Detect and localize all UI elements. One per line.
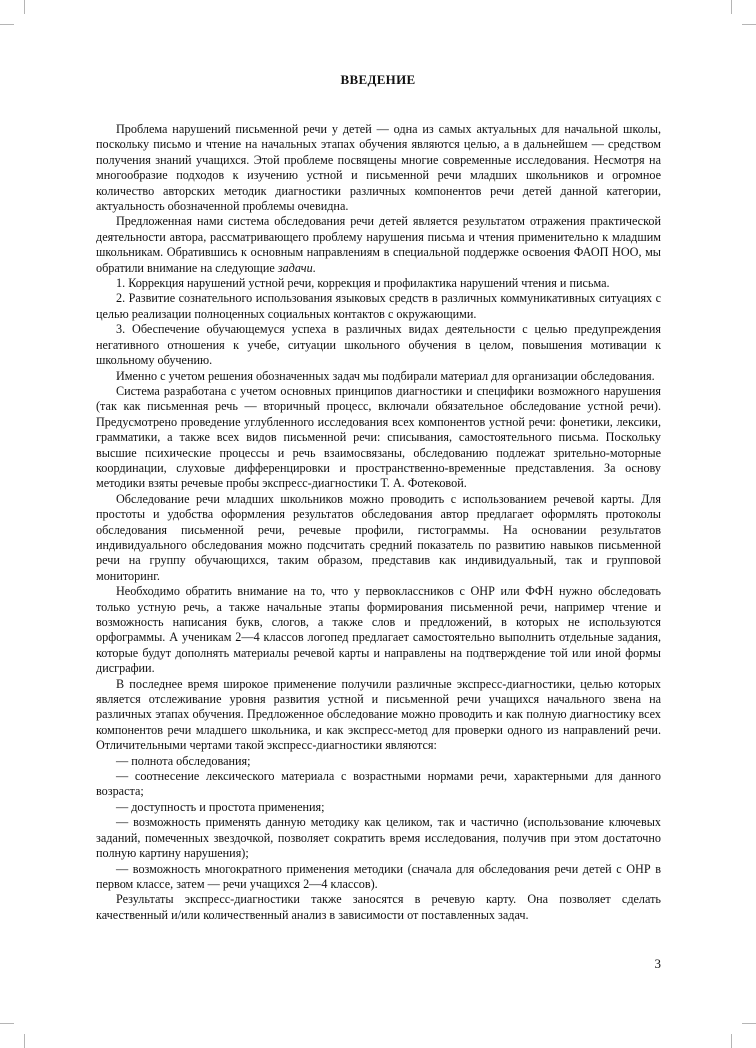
paragraph-system — [96, 214, 661, 276]
list-item-repeated-use: — возможность многократного применения методики (сначала для обследования речи детей с ОНР в первом классе, затем — речи учащихся 2—4 классов). — [96, 861, 661, 891]
paragraph-material: Именно с учетом решения обозначенных задач мы подбирали материал для организации обследования. — [116, 368, 655, 383]
list-item-completeness: — полнота обследования; — [116, 753, 251, 768]
paragraph-system-text: Предложенная нами система обследования речи детей является результатом отражения практической деятельности автора, рассматривающего проблему нарушения письма и чтения применительно к младшим школьникам. Обратившись к основным направлениям в специальной поддержке освоения ФАОП НОО, мы обратили внимание на следующие — [96, 214, 661, 275]
paragraph-principles: Система разработана с учетом основных принципов диагностики и специфики возможного нарушения (так как письменная речь — вторичный процесс, включали обязательное обследование устной речи). Предусмотрено проведение углубленного исследования всех компонентов устной речи: фонетики, лексики, грамматики, а также всех видов письменной речи: списывания, самостоятельного письма. Поскольку высшие психические процессы и речь взаимосвязаны, обследованию подлежат зрительно-моторные координации, слуховые дифференцировки и пространственно-временные представления. За основу методики взяты речевые пробы экспресс-диагностики Т. А. Фотековой. — [96, 383, 661, 491]
crop-mark-top-left-v — [24, 0, 25, 14]
list-item-accessibility: — доступность и простота применения; — [116, 799, 325, 814]
crop-mark-top-right-v — [731, 0, 732, 14]
italic-tasks-word: задачи — [277, 260, 313, 275]
list-item-partial-use: — возможность применять данную методику как целиком, так и частично (использование ключевых заданий, помеченных звездочкой, позволяет сократить время исследования, получив при этом достаточно полную картину нарушения); — [96, 815, 661, 861]
crop-mark-bottom-left-v — [24, 1034, 25, 1048]
task-item-1: 1. Коррекция нарушений устной речи, коррекция и профилактика нарушений чтения и письма. — [116, 276, 610, 291]
crop-mark-top-right-h — [742, 24, 756, 25]
list-item-lexical: — соотнесение лексического материала с возрастными нормами речи, характерными для данного возраста; — [96, 769, 661, 799]
page-number: 3 — [654, 956, 661, 971]
paragraph-first-graders: Необходимо обратить внимание на то, что у первоклассников с ОНР или ФФН нужно обследовать только устную речь, а также начальные этапы формирования письменной речи, например чтение и возможность написания букв, слогов, а также слов и предложений, в которых не используются орфограммы. А ученикам 2—4 классов логопед предлагает самостоятельно выполнить отдельные задания, которые будут дополнять материалы речевой карты и направлены на подтверждение той или иной формы дисграфии. — [96, 584, 661, 676]
crop-mark-bottom-right-v — [731, 1034, 732, 1048]
crop-mark-bottom-left-h — [0, 1023, 14, 1024]
crop-mark-top-left-h — [0, 24, 14, 25]
task-item-2: 2. Развитие сознательного использования языковых средств в различных коммуникативных ситуациях с целью реализации полноценных социальных контактов с окружающими. — [96, 291, 661, 321]
period: . — [312, 260, 316, 275]
body-text — [96, 122, 661, 923]
paragraph-speech-card: Обследование речи младших школьников можно проводить с использованием речевой карты. Для простоты и удобства оформления результатов обследования автор предлагает оформлять протоколы обследования письменной речи, речевые профили, гистограммы. На основании результатов индивидуального обследования можно подсчитать средний показатель по развитию навыков письменной речи на группу обучающихся, таким образом, представив как индивидуальный, так и групповой мониторинг. — [96, 491, 661, 583]
page-title: ВВЕДЕНИЕ — [340, 72, 416, 87]
paragraph-results: Результаты экспресс-диагностики также заносятся в речевую карту. Она позволяет сделать качественный и/или количественный анализ в зависимости от поставленных задач. — [96, 892, 661, 922]
paragraph-intro: Проблема нарушений письменной речи у детей — одна из самых актуальных для начальной школы, поскольку письмо и чтение на начальных этапах обучения являются целью, а в дальнейшем — средством получения знаний учащихся. Этой проблеме посвящены многие современные исследования. Несмотря на многообразие подходов к изучению устной и письменной речи младших школьников и огромное количество авторских методик диагностики различных компонентов речи детей данной категории, актуальность обозначенной проблемы очевидна. — [96, 122, 661, 214]
crop-mark-bottom-right-h — [742, 1023, 756, 1024]
task-item-3: 3. Обеспечение обучающемуся успеха в различных видах деятельности с целью предупреждения негативного отношения к учебе, ситуации школьного обучения в целом, повышения мотивации к школьному обучению. — [96, 322, 661, 368]
paragraph-express: В последнее время широкое применение получили различные экспресс-диагностики, целью которых является отслеживание уровня развития устной и письменной речи учащихся начального звена на различных этапах обучения. Предложенное обследование можно проводить и как полную диагностику всех компонентов речи младшего школьника, и как экспресс-метод для проверки одного из направлений речи. Отличительными чертами такой экспресс-диагностики являются: — [96, 676, 661, 753]
